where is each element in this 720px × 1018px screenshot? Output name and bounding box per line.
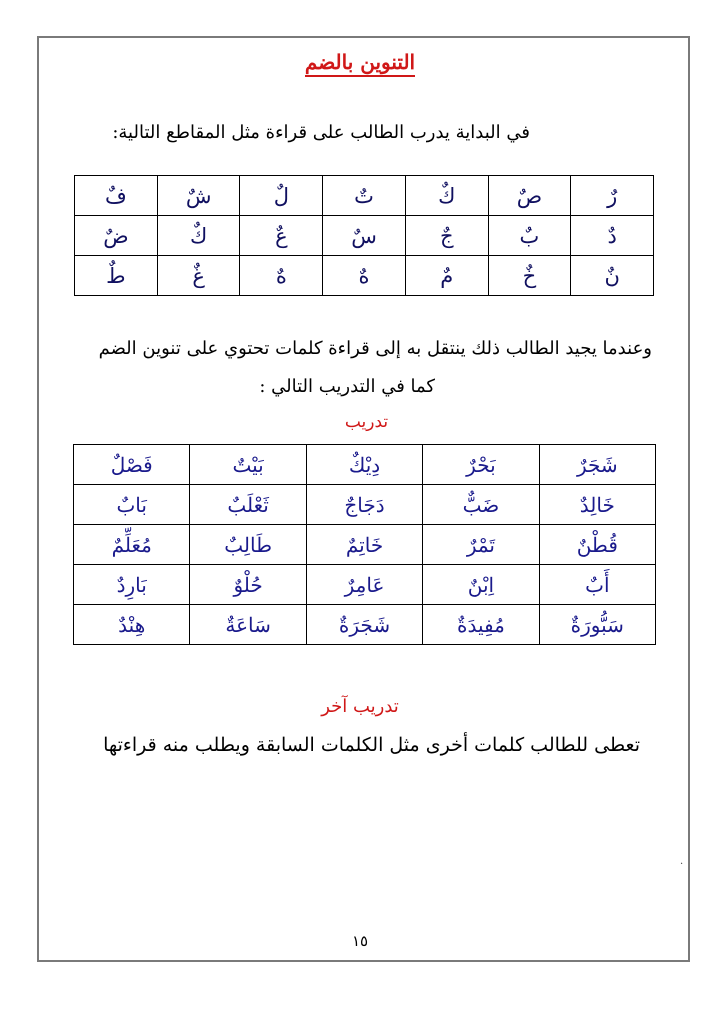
- word-cell: مُفِيدَةٌ: [423, 605, 539, 645]
- syllable-cell: سٌ: [323, 216, 406, 256]
- word-cell: ضَبٌّ: [423, 485, 539, 525]
- word-cell: قُطْنٌ: [539, 525, 655, 565]
- word-cell: شَجَرَةٌ: [306, 605, 422, 645]
- words-table: [73, 444, 656, 645]
- word-cell: تَمْرٌ: [423, 525, 539, 565]
- word-cell: بَارِدٌ: [74, 565, 190, 605]
- syllable-cell: عٌ: [240, 216, 323, 256]
- syllable-cell: شٌ: [157, 176, 240, 216]
- syllables-table: [74, 175, 654, 296]
- stray-mark: .: [680, 856, 684, 867]
- word-cell: سَبُّورَةٌ: [539, 605, 655, 645]
- table-row: [74, 525, 656, 565]
- word-cell: اِبْنٌ: [423, 565, 539, 605]
- word-cell: بَابٌ: [74, 485, 190, 525]
- word-cell: مُعَلِّمٌ: [74, 525, 190, 565]
- syllable-cell: تٌ: [323, 176, 406, 216]
- table-row: [74, 565, 656, 605]
- table-row: [75, 256, 654, 296]
- page-title: [0, 50, 720, 74]
- syllable-cell: رٌ: [571, 176, 654, 216]
- word-cell: خَاتِمٌ: [306, 525, 422, 565]
- word-cell: أَبٌ: [539, 565, 655, 605]
- syllable-cell: ضٌ: [75, 216, 158, 256]
- exercise-label: تدريب: [344, 412, 389, 432]
- syllable-cell: لٌ: [240, 176, 323, 216]
- table-row: [74, 445, 656, 485]
- word-cell: بَحْرٌ: [423, 445, 539, 485]
- syllable-cell: كٌ: [405, 176, 488, 216]
- table-row: [74, 485, 656, 525]
- word-cell: ثَعْلَبٌ: [190, 485, 306, 525]
- word-cell: عَامِرٌ: [306, 565, 422, 605]
- syllable-cell: كٌ: [157, 216, 240, 256]
- syllable-cell: نٌ: [571, 256, 654, 296]
- instruction-text: تعطى للطالب كلمات أخرى مثل الكلمات السابقة ويطلب منه قراءتها: [103, 734, 640, 756]
- word-cell: طَالِبٌ: [190, 525, 306, 565]
- word-cell: دَجَاجٌ: [306, 485, 422, 525]
- paragraph-line-2: كما في التدريب التالي :: [259, 376, 435, 397]
- word-cell: خَالِدٌ: [539, 485, 655, 525]
- syllable-cell: صٌ: [488, 176, 571, 216]
- paragraph-line-1: وعندما يجيد الطالب ذلك ينتقل به إلى قراءة كلمات تحتوي على تنوين الضم: [98, 338, 652, 359]
- table-row: [74, 605, 656, 645]
- table-row: [75, 176, 654, 216]
- word-cell: دِيْكٌ: [306, 445, 422, 485]
- syllable-cell: بٌ: [488, 216, 571, 256]
- syllable-cell: فٌ: [75, 176, 158, 216]
- intro-text: في البداية يدرب الطالب على قراءة مثل المقاطع التالية:: [112, 122, 530, 143]
- syllable-cell: هٌ: [240, 256, 323, 296]
- page-number: ١٥: [351, 932, 369, 950]
- syllable-cell: جٌ: [405, 216, 488, 256]
- syllable-cell: غٌ: [157, 256, 240, 296]
- syllable-cell: هٌ: [323, 256, 406, 296]
- syllable-cell: خٌ: [488, 256, 571, 296]
- word-cell: حُلْوٌ: [190, 565, 306, 605]
- title-text: التنوين بالضم: [305, 50, 415, 77]
- word-cell: شَجَرٌ: [539, 445, 655, 485]
- word-cell: فَصْلٌ: [74, 445, 190, 485]
- syllable-cell: دٌ: [571, 216, 654, 256]
- word-cell: بَيْتٌ: [190, 445, 306, 485]
- word-cell: سَاعَةٌ: [190, 605, 306, 645]
- syllable-cell: مٌ: [405, 256, 488, 296]
- word-cell: هِنْدٌ: [74, 605, 190, 645]
- syllable-cell: طٌ: [75, 256, 158, 296]
- another-exercise-heading: تدريب آخر: [321, 696, 399, 717]
- table-row: [75, 216, 654, 256]
